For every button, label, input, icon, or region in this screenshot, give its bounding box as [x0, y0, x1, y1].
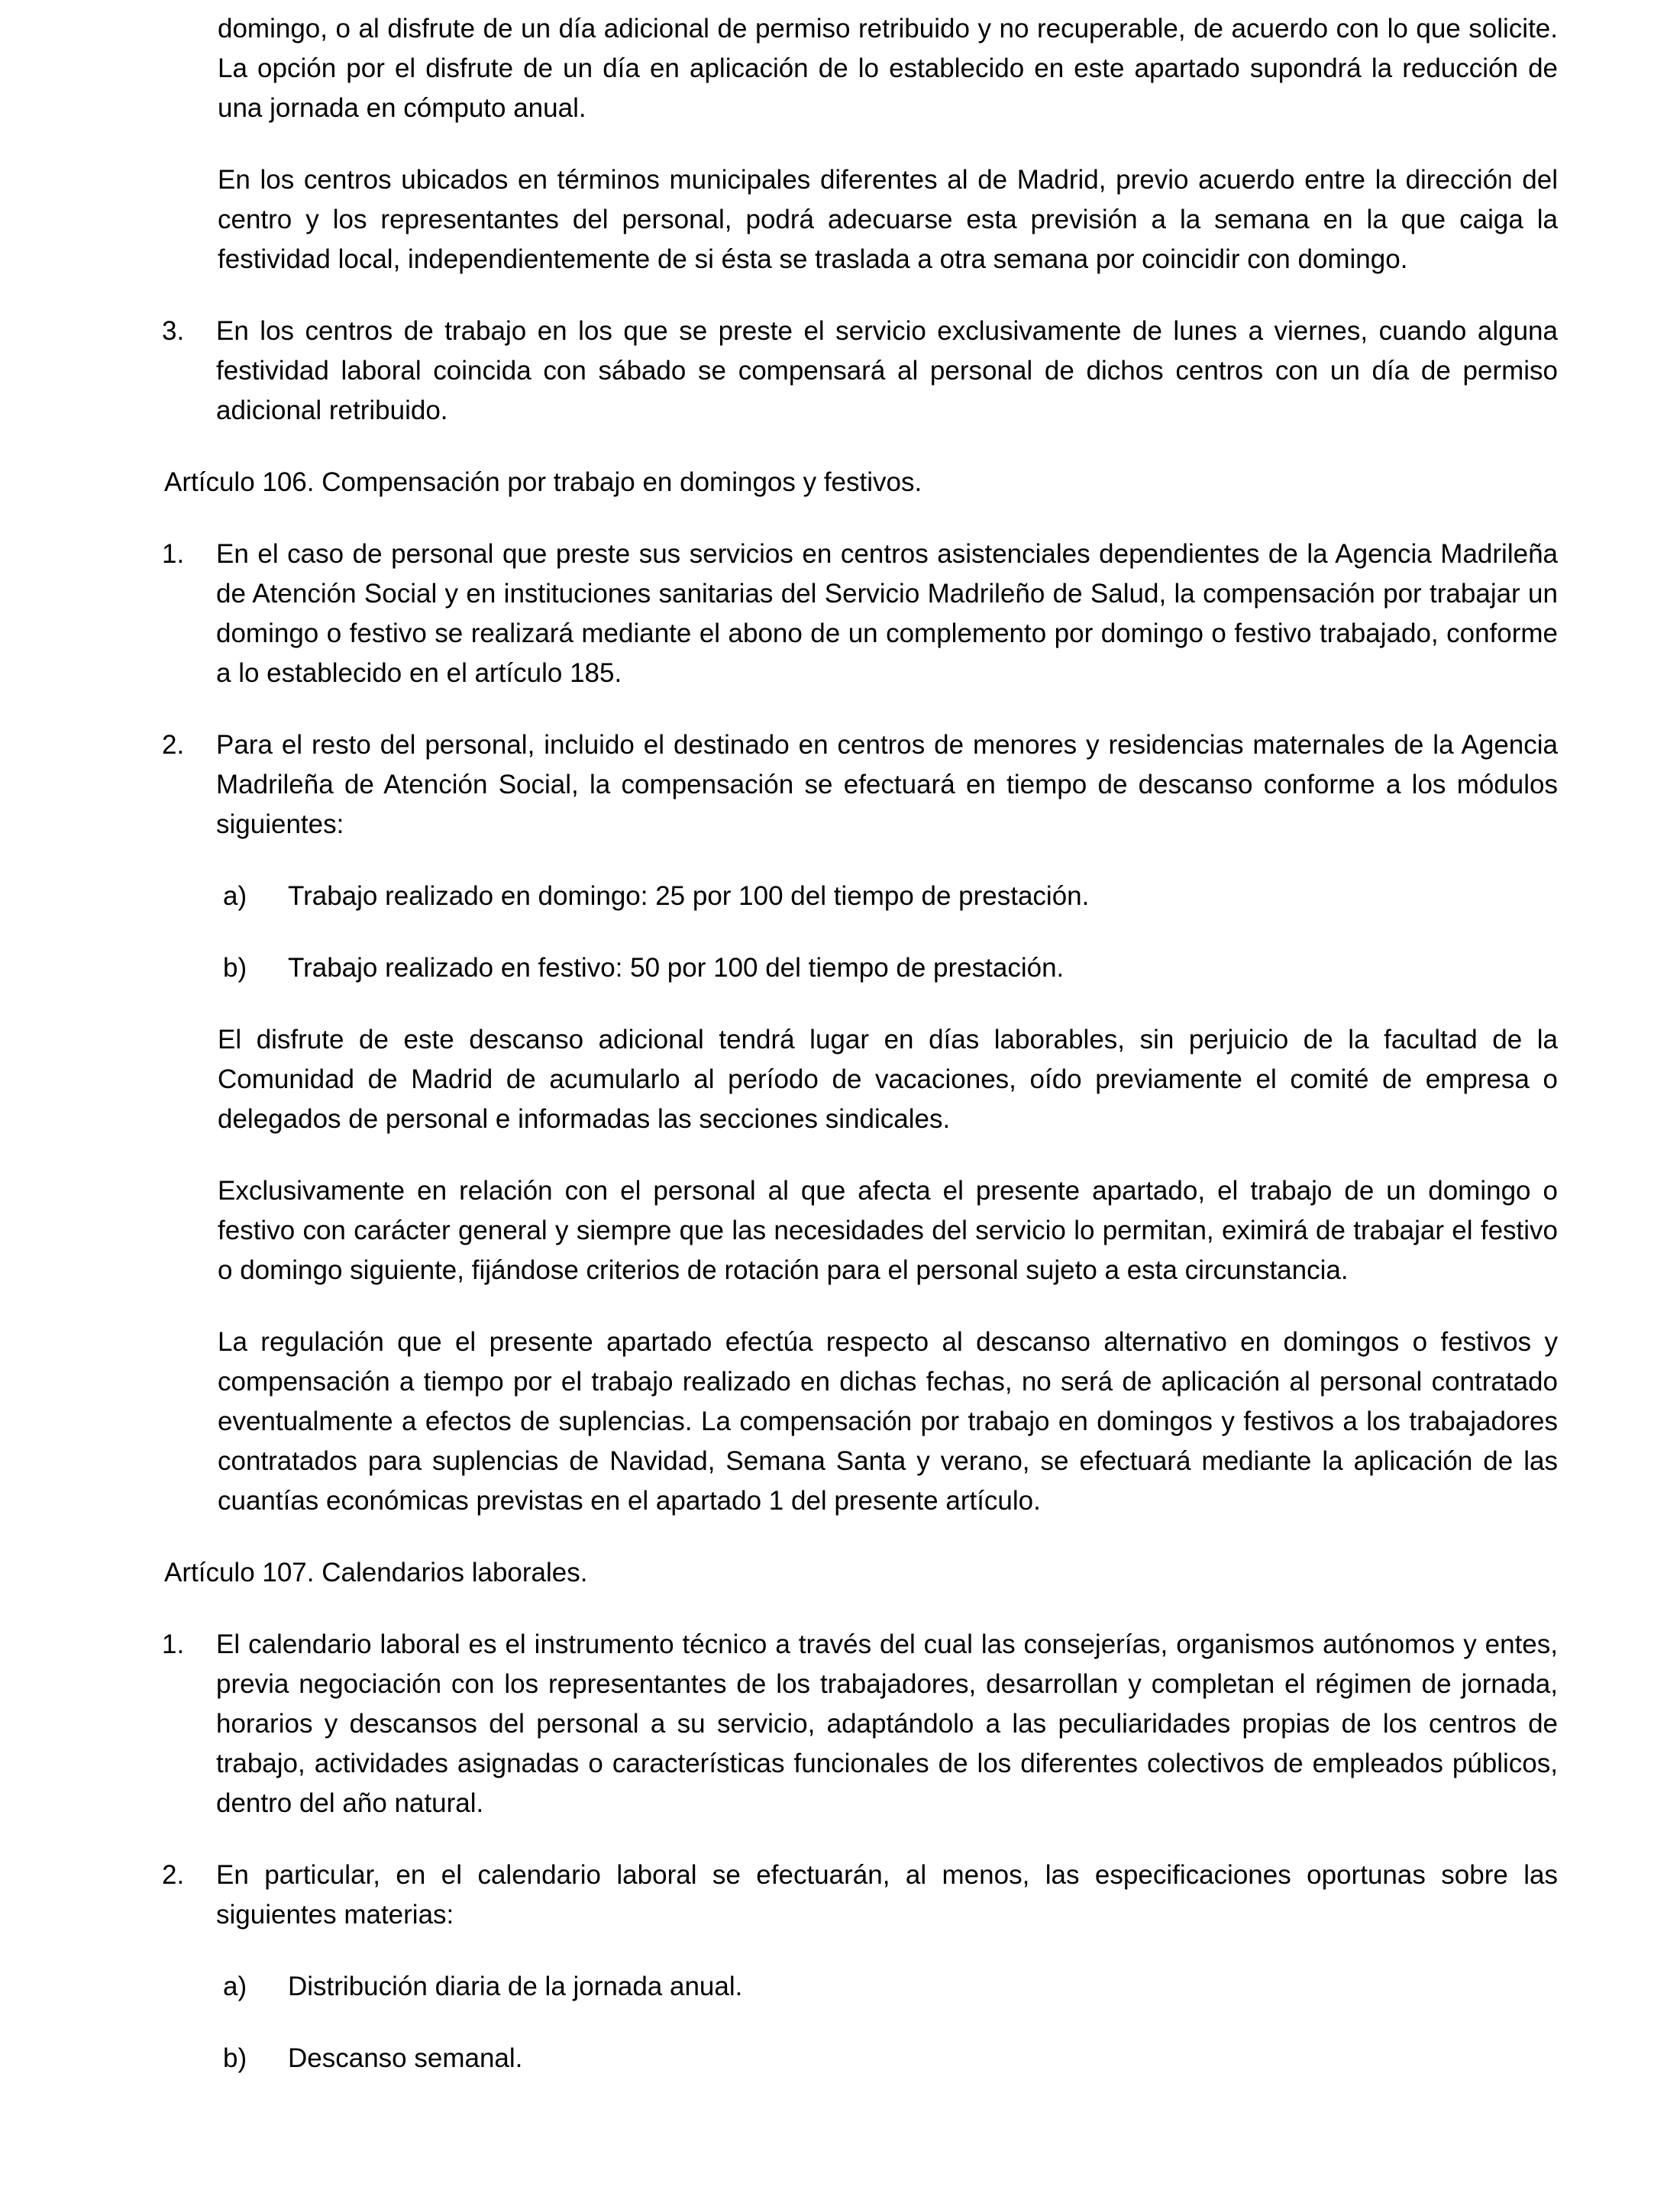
list-item-number: 1. [162, 539, 185, 569]
lettered-item-b [223, 948, 1558, 988]
lettered-item-a [223, 877, 1558, 916]
list-item-text: Descanso semanal. [288, 2043, 523, 2073]
list-item-text: En los centros de trabajo en los que se preste el servicio exclusivamente de lunes a viernes, cuando alguna festividad laboral coincida con sábado se compensará al personal de dichos centros con un día de permiso adicional retribuido. [216, 316, 1558, 425]
article-heading-107: Artículo 107. Calendarios laborales. [164, 1558, 588, 1587]
list-item-text: El calendario laboral es el instrumento técnico a través del cual las consejerías, organismos autónomos y entes, previa negociación con los representantes de los trabajadores, desarrollan y completan el régimen de jornada, horarios y descansos del personal a su servicio, adaptándolo a las peculiaridades propias de los centros de trabajo, actividades asignadas o características funcionales de los diferentes colectivos de empleados públicos, dentro del año natural. [216, 1629, 1558, 1818]
numbered-item-1 [162, 535, 1558, 693]
paragraph-substitution-rule: La regulación que el presente apartado efectúa respecto al descanso alternativo en domingos o festivos y compensación a tiempo por el trabajo realizado en dichas fechas, no será de aplicación al personal contratado eventualmente a efectos de suplencias. La compensación por trabajo en domingos y festivos a los trabajadores contratados para suplencias de Navidad, Semana Santa y verano, se efectuará mediante la aplicación de las cuantías económicas previstas en el apartado 1 del presente artículo. [218, 1327, 1558, 1516]
list-item-text: En el caso de personal que preste sus servicios en centros asistenciales dependientes de la Agencia Madrileña de Atención Social y en instituciones sanitarias del Servicio Madrileño de Salud, la compensación por trabajar un domingo o festivo se realizará mediante el abono de un complemento por domingo o festivo trabajado, conforme a lo establecido en el artículo 185. [216, 539, 1558, 688]
list-item-letter: a) [223, 1972, 247, 2001]
article-heading-106: Artículo 106. Compensación por trabajo en domingos y festivos. [164, 467, 922, 497]
list-item-text: Para el resto del personal, incluido el destinado en centros de menores y residencias maternales de la Agencia Madrileña de Atención Social, la compensación se efectuará en tiempo de descanso conforme a los módulos siguientes: [216, 730, 1558, 839]
list-item-text: Trabajo realizado en domingo: 25 por 100 del tiempo de prestación. [288, 881, 1090, 911]
numbered-item-2-art107 [162, 1855, 1558, 1935]
list-item-text: Distribución diaria de la jornada anual. [288, 1972, 743, 2001]
numbered-item-2 [162, 725, 1558, 845]
list-item-number: 3. [162, 316, 185, 346]
paragraph-continuation-sunday-option: domingo, o al disfrute de un día adicional de permiso retribuido y no recuperable, de acuerdo con lo que solicite. La opción por el disfrute de un día en aplicación de lo establecido en este apartado supondrá la reducción de una jornada en cómputo anual. [218, 14, 1558, 123]
list-item-letter: a) [223, 881, 247, 911]
list-item-letter: b) [223, 953, 247, 983]
paragraph-rest-enjoyment: El disfrute de este descanso adicional tendrá lugar en días laborables, sin perjuicio de la facultad de la Comunidad de Madrid de acumularlo al período de vacaciones, oído previamente el comité de empresa o delegados de personal e informadas las secciones sindicales. [218, 1025, 1558, 1134]
list-item-letter: b) [223, 2043, 247, 2073]
list-item-number: 2. [162, 730, 185, 760]
list-item-number: 1. [162, 1629, 185, 1659]
paragraph-exemption-rotation: Exclusivamente en relación con el personal al que afecta el presente apartado, el trabajo de un domingo o festivo con carácter general y siempre que las necesidades del servicio lo permitan, eximirá de trabajar el festivo o domingo siguiente, fijándose criterios de rotación para el personal sujeto a esta circunstancia. [218, 1176, 1558, 1285]
numbered-item-1-art107 [162, 1625, 1558, 1823]
numbered-item-3 [162, 312, 1558, 431]
lettered-item-a-art107 [223, 1967, 1558, 2007]
list-item-text: Trabajo realizado en festivo: 50 por 100 del tiempo de prestación. [288, 953, 1065, 983]
list-item-number: 2. [162, 1860, 185, 1890]
paragraph-local-festivity: En los centros ubicados en términos municipales diferentes al de Madrid, previo acuerdo entre la dirección del centro y los representantes del personal, podrá adecuarse esta previsión a la semana en la que caiga la festividad local, independientemente de si ésta se traslada a otra semana por coincidir con domingo. [218, 165, 1558, 274]
list-item-text: En particular, en el calendario laboral se efectuarán, al menos, las especificaciones oportunas sobre las siguientes materias: [216, 1860, 1558, 1930]
lettered-item-b-art107 [223, 2039, 1558, 2078]
